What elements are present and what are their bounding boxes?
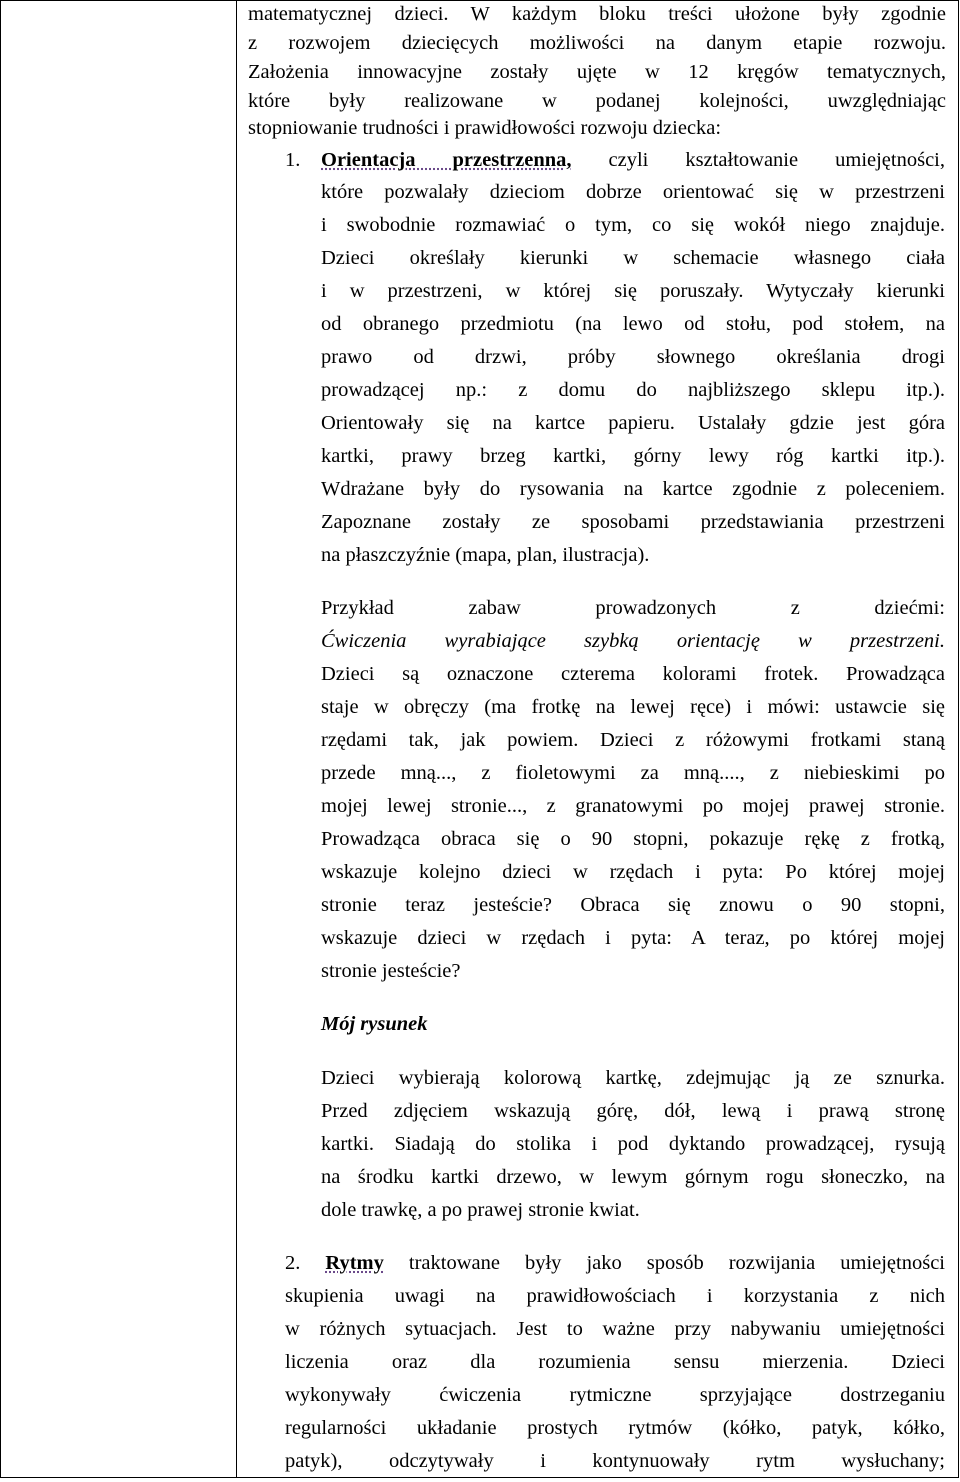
- example-title: Ćwiczenia wyrabiające szybką orientację w przestrzeni.: [321, 630, 945, 652]
- example-line: przede mną..., z fioletowymi za mną...., z niebieskimi po: [321, 762, 945, 784]
- section1-line: na płaszczyźnie (mapa, plan, ilustracja).: [321, 544, 650, 566]
- drawing-title: Mój rysunek: [321, 1013, 428, 1035]
- example-line: stronie teraz jesteście? Obraca się znowu o 90 stopni,: [321, 894, 945, 916]
- drawing-line: Dzieci wybierają kolorową kartkę, zdejmując ją ze sznurka.: [321, 1067, 945, 1089]
- example-line: staje w obręczy (ma frotkę na lewej ręce) i mówi: ustawcie się: [321, 696, 945, 718]
- intro-line: stopniowanie trudności i prawidłowości rozwoju dziecka:: [248, 117, 722, 139]
- intro-line: matematycznej dzieci. W każdym bloku treści ułożone były zgodnie: [248, 3, 946, 25]
- section1-line: i w przestrzeni, w której się poruszały. Wytyczały kierunki: [321, 280, 945, 302]
- drawing-line: na środku kartki drzewo, w lewym górnym rogu słoneczko, na: [321, 1166, 945, 1188]
- intro-line: z rozwojem dziecięcych możliwości na danym etapie rozwoju.: [248, 32, 946, 54]
- example-line: mojej lewej stronie..., z granatowymi po mojej prawej stronie.: [321, 795, 945, 817]
- section1-line: i swobodnie rozmawiać o tym, co się wokół niego znajduje.: [321, 214, 945, 236]
- intro-line: Założenia innowacyjne zostały ujęte w 12 kręgów tematycznych,: [248, 61, 946, 83]
- drawing-line: dole trawkę, a po prawej stronie kwiat.: [321, 1199, 640, 1221]
- section2-line: liczenia oraz dla rozumienia sensu mierzenia. Dzieci: [285, 1351, 945, 1373]
- section1-line: od obranego przedmiotu (na lewo od stołu, pod stołem, na: [321, 313, 945, 335]
- section2-first-line-rest: traktowane były jako sposób rozwijania umiejętności: [383, 1252, 946, 1274]
- section2-line: regularności układanie prostych rytmów (kółko, patyk, kółko,: [285, 1417, 945, 1439]
- example-line: rzędami tak, jak powiem. Dzieci z różowymi frotkami staną: [321, 729, 945, 751]
- example-intro: Przykład zabaw prowadzonych z dziećmi:: [321, 597, 945, 619]
- section1-first-line: [321, 144, 945, 177]
- section1-line: Wdrażane były do rysowania na kartce zgodnie z poleceniem.: [321, 478, 945, 500]
- section1-line: Orientowały się na kartce papieru. Ustalały gdzie jest góra: [321, 412, 945, 434]
- example-line: wskazuje kolejno dzieci w rzędach i pyta: Po której mojej: [321, 861, 945, 883]
- section1-line: Dzieci określały kierunki w schemacie własnego ciała: [321, 247, 945, 269]
- section2-line: skupienia uwagi na prawidłowościach i korzystania z nich: [285, 1285, 945, 1307]
- section1-line: które pozwalały dzieciom dobrze orientować się w przestrzeni: [321, 181, 945, 203]
- example-line: Prowadząca obraca się o 90 stopni, pokazuje rękę z frotką,: [321, 828, 945, 850]
- section1-line: prawo od drzwi, próby słownego określania drogi: [321, 346, 945, 368]
- example-line: stronie jesteście?: [321, 960, 461, 982]
- section2-line: patyk), odczytywały i kontynuowały rytm wysłuchany;: [285, 1450, 945, 1472]
- section2-first-line: [285, 1247, 945, 1280]
- section1-number: 1.: [285, 149, 301, 171]
- section1-line: prowadzącej np.: z domu do najbliższego sklepu itp.).: [321, 379, 945, 401]
- section2-term: Rytmy: [325, 1252, 384, 1274]
- example-line: Dzieci są oznaczone czterema kolorami frotek. Prowadząca: [321, 663, 945, 685]
- example-line: wskazuje dzieci w rzędach i pyta: A teraz, po której mojej: [321, 927, 945, 949]
- drawing-line: Przed zdjęciem wskazują górę, dół, lewą i prawą stronę: [321, 1100, 945, 1122]
- section2-line: w różnych sytuacjach. Jest to ważne przy nabywaniu umiejętności: [285, 1318, 945, 1340]
- section1-first-line-rest: czyli kształtowanie umiejętności,: [571, 149, 945, 171]
- section2-number: 2.: [285, 1252, 301, 1274]
- section1-line: Zapoznane zostały ze sposobami przedstawiania przestrzeni: [321, 511, 945, 533]
- section1-line: kartki, prawy brzeg kartki, górny lewy róg kartki itp.).: [321, 445, 945, 467]
- section2-line: wykonywały ćwiczenia rytmiczne sprzyjające dostrzeganiu: [285, 1384, 945, 1406]
- drawing-line: kartki. Siadają do stolika i pod dyktando prowadzącej, rysują: [321, 1133, 945, 1155]
- table-left-column: [0, 0, 237, 1478]
- intro-line: które były realizowane w podanej kolejności, uwzględniając: [248, 90, 946, 112]
- section1-term: Orientacja przestrzenna,: [321, 149, 572, 171]
